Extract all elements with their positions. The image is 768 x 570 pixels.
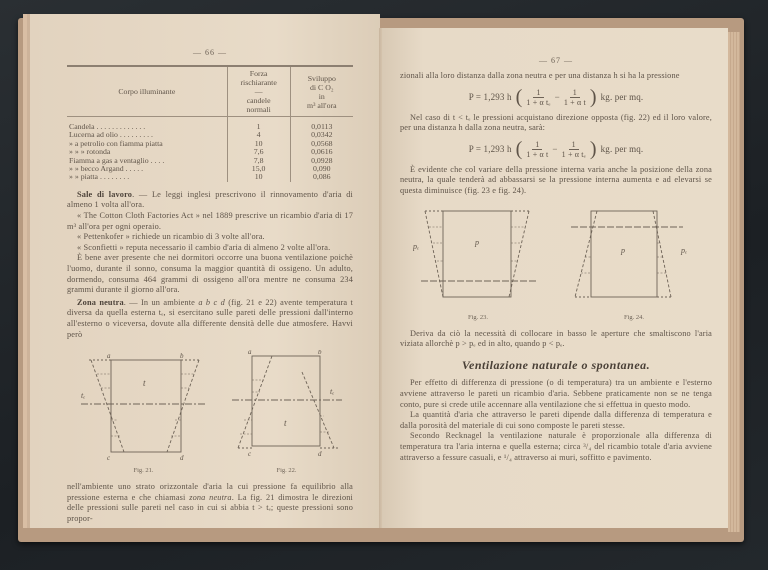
paragraph-recknagel: Secondo Recknagel la ventilazione naturale è proporzionale alla differenza di temperatura tra l'aria interna e quella esterna; circa ³/₄ del ricambio totale d'aria avviene attraverso a fessure casuali, e ¹/₄ attraverso ai muri, soffitto e pavimento. [400, 431, 712, 462]
label-d: d [317, 450, 321, 459]
header-line: normali [246, 105, 271, 114]
header-line: in [318, 91, 325, 101]
diagram-fig21 [79, 350, 209, 460]
paragraph-sconfietti: « Sconfietti » reputa necessario il cambio d'aria di almeno 2 volte all'ora. [77, 242, 331, 252]
numerator: 1 [532, 140, 542, 150]
label-t: t [283, 418, 287, 429]
body-text-right-lower [400, 329, 712, 464]
label-te: tₑ [329, 387, 334, 397]
label-p: p [621, 245, 625, 255]
paragraph-deriva: Deriva da ciò la necessità di collocare in basso le aperture che smaltiscono l'aria viziata allorchè p > pₑ ed in alto, quando p < pₑ. [400, 328, 712, 349]
numerator: 1 [569, 140, 579, 150]
paragraph-sale-di-lavoro [67, 190, 353, 211]
right-page [382, 28, 728, 528]
page-edges [728, 32, 740, 532]
run-in-heading: Zona neutra [77, 297, 124, 307]
paren-open: ( [515, 86, 523, 109]
cell-illuminant: Fiamma a gas a ventaglio . . . . [69, 155, 165, 165]
label-pe: pₑ [413, 241, 420, 251]
diagram-fig23 [413, 207, 543, 307]
paragraph-text: (fig. 21 e 22) avente temperatura t diversa da quella esterna tₑ, si esercitano sulle pareti delle pressioni dall'interno all'esterno o viceversa, dovute alla differente densità delle due atmosfere. Havvi però [67, 297, 353, 339]
cell-co2: 0,0113 [290, 123, 353, 131]
figure-caption: Fig. 21. [133, 467, 154, 475]
header-line: — [254, 87, 263, 96]
paragraph-evidente: È evidente che col variare della pressione interna varia anche la posizione della zona neutra, la quale tenderà ad abbassarsi se la pressione interna aumenta e ad elevarsi se questa diminuisce (fig. 23 e fig. 24). [400, 164, 712, 195]
body-text-right [400, 71, 712, 197]
figure-caption: Fig. 23. [467, 313, 489, 321]
cell-co2: 0,0928 [290, 157, 353, 165]
italic-text: zona neutra [189, 492, 232, 502]
paragraph-caso: Nel caso di t < tₑ le pressioni acquistano direzione opposta (fig. 22) ed il loro valore, per una distanza h dalla zona neutra, sarà: [400, 112, 712, 133]
cell-force: 1 [227, 123, 290, 131]
cell-force: 10 [227, 173, 290, 181]
label-b: b [179, 352, 183, 361]
cell-co2: 0,0568 [290, 140, 353, 148]
cell-co2: 0,086 [290, 173, 353, 181]
figure-24 [569, 207, 699, 321]
paragraph-cotton-act: « The Cotton Cloth Factories Act » nel 1889 prescrive un ricambio d'aria di 17 m³ all'ora per ogni operaio. [67, 211, 353, 231]
formula-unit: kg. per mq. [600, 143, 644, 154]
paragraph-zona-neutra [67, 298, 353, 340]
figure-caption: Fig. 22. [276, 467, 297, 475]
paragraph-text: . La fig. 21 dimostra le direzioni delle pressioni sulle pareti nel caso in cui si abbia t > tₑ; queste pressioni sono propor- [67, 492, 353, 523]
paragraph-pettenkofer: « Pettenkofer » richiede un ricambio di 3 volte all'ora. [77, 232, 265, 242]
left-page [30, 14, 380, 528]
formula-pressure-1 [400, 88, 712, 107]
diagram-fig24 [569, 207, 699, 307]
figure-caption: Fig. 24. [623, 313, 645, 321]
cell-illuminant: » » » rotonda [69, 147, 111, 157]
label-p: p [475, 237, 479, 247]
header-line: m³ all'ora [307, 100, 337, 110]
table-header-co2 [290, 67, 353, 117]
figure-23 [413, 207, 543, 321]
paragraph-effetto: Per effetto di differenza di pressione (o di temperatura) tra un ambiente e l'esterno avviene attraverso le pareti un ricambio d'aria. Sebbene praticamente non se ne tenga conto, pure si crede utile accennare alla ventilazione che si effettua in questo modo. [400, 378, 712, 409]
numerator: 1 [570, 88, 580, 98]
body-text-left [67, 190, 353, 340]
header-line: Forza [249, 69, 268, 78]
cell-force: 10 [227, 140, 290, 148]
paragraph-text: . — In un ambiente [123, 297, 199, 307]
cell-force: 7,6 [227, 148, 290, 156]
cell-illuminant: » » piatta . . . . . . . . [69, 172, 130, 182]
page-number-66: — 66 — [193, 48, 227, 57]
paren-open: ( [515, 138, 523, 161]
paragraph-text: nell'ambiente uno strato orizzontale d'aria la cui pressione fa equilibrio alla pressione esterna e che chiamasi [67, 482, 353, 502]
cell-illuminant: Candela . . . . . . . . . . . . . [69, 122, 146, 131]
figure-21 [79, 350, 209, 474]
minus-sign: − [552, 143, 558, 154]
denominator: 1 + α tₑ [561, 149, 586, 159]
paragraph-dormitori: È bene aver presente che nei dormitori occorre una buona ventilazione poichè l'uomo, durante il sonno, consuma la maggior quantità di ossigeno. Un adulto, dormendo, consuma 464 grammi di ossigeno all'ora mentre ne consuma 234 grammi durante il giorno all'ora. [67, 253, 353, 295]
paren-close: ) [589, 86, 597, 109]
formula-unit: kg. per mq. [600, 91, 644, 102]
paragraph-text: . — Le leggi inglesi prescrivono il rinnovamento d'aria di almeno 1 volta all'ora. [67, 189, 353, 210]
label-a: a [247, 350, 251, 357]
cell-co2: 0,0342 [290, 131, 353, 139]
cell-force: 4 [227, 131, 290, 139]
table-header-force [227, 67, 290, 117]
numerator: 1 [533, 88, 543, 98]
label-a: a [106, 352, 110, 361]
formula-lhs: P = 1,293 h [468, 91, 512, 102]
diagram-fig22 [232, 350, 342, 460]
header-line: rischiarante [240, 78, 277, 87]
illuminants-table [67, 67, 353, 182]
label-c: c [247, 450, 251, 459]
table-header-illuminant: Corpo illuminante [118, 87, 176, 96]
cell-illuminant: » » becco Argand . . . . . [69, 164, 144, 174]
fraction [562, 140, 586, 159]
label-pe: pₑ [681, 245, 688, 255]
denominator: 1 + α t [563, 97, 586, 107]
formula-lhs: P = 1,293 h [468, 143, 512, 154]
cell-force: 15,0 [227, 165, 290, 173]
italic-text: a b c d [198, 297, 225, 307]
label-c: c [106, 454, 110, 461]
cell-co2: 0,0616 [290, 148, 353, 156]
paren-close: ) [589, 138, 597, 161]
table-row [67, 173, 353, 181]
paragraph-quantita: La quantità d'aria che attraverso le pareti dipende dalla differenza di temperatura e dalla porosità del materiale di cui sono composte le pareti stesse. [400, 410, 712, 430]
header-line: candele [246, 96, 271, 105]
fraction [564, 88, 586, 107]
formula-pressure-2 [400, 140, 712, 159]
section-heading: Ventilazione naturale o spontanea. [461, 357, 651, 372]
header-line: di C O₂ [310, 82, 334, 92]
label-te: tₑ [80, 391, 85, 401]
figures-23-24 [400, 207, 712, 321]
cell-co2: 0,090 [290, 165, 353, 173]
denominator: 1 + α t [526, 149, 549, 159]
run-in-heading: Sale di lavoro [77, 189, 133, 199]
cell-force: 7,8 [227, 157, 290, 165]
paragraph-zona-neutra-cont [67, 482, 353, 524]
fraction [526, 140, 548, 159]
fraction [526, 88, 550, 107]
cell-illuminant: Lucerna ad olio . . . . . . . . . [69, 130, 154, 140]
cell-illuminant: » a petrolio con fiamma piatta [69, 138, 163, 148]
denominator: 1 + α tₑ [526, 97, 551, 107]
minus-sign: − [554, 91, 560, 102]
figure-22 [232, 350, 342, 474]
figures-21-22 [67, 350, 353, 474]
label-b: b [317, 350, 321, 357]
label-d: d [179, 454, 183, 461]
page-number-67: — 67 — [539, 56, 573, 65]
label-t: t [142, 378, 146, 389]
paragraph-top: zionali alla loro distanza dalla zona neutra e per una distanza h si ha la pressione [400, 71, 680, 80]
header-line: Sviluppo [307, 73, 336, 83]
